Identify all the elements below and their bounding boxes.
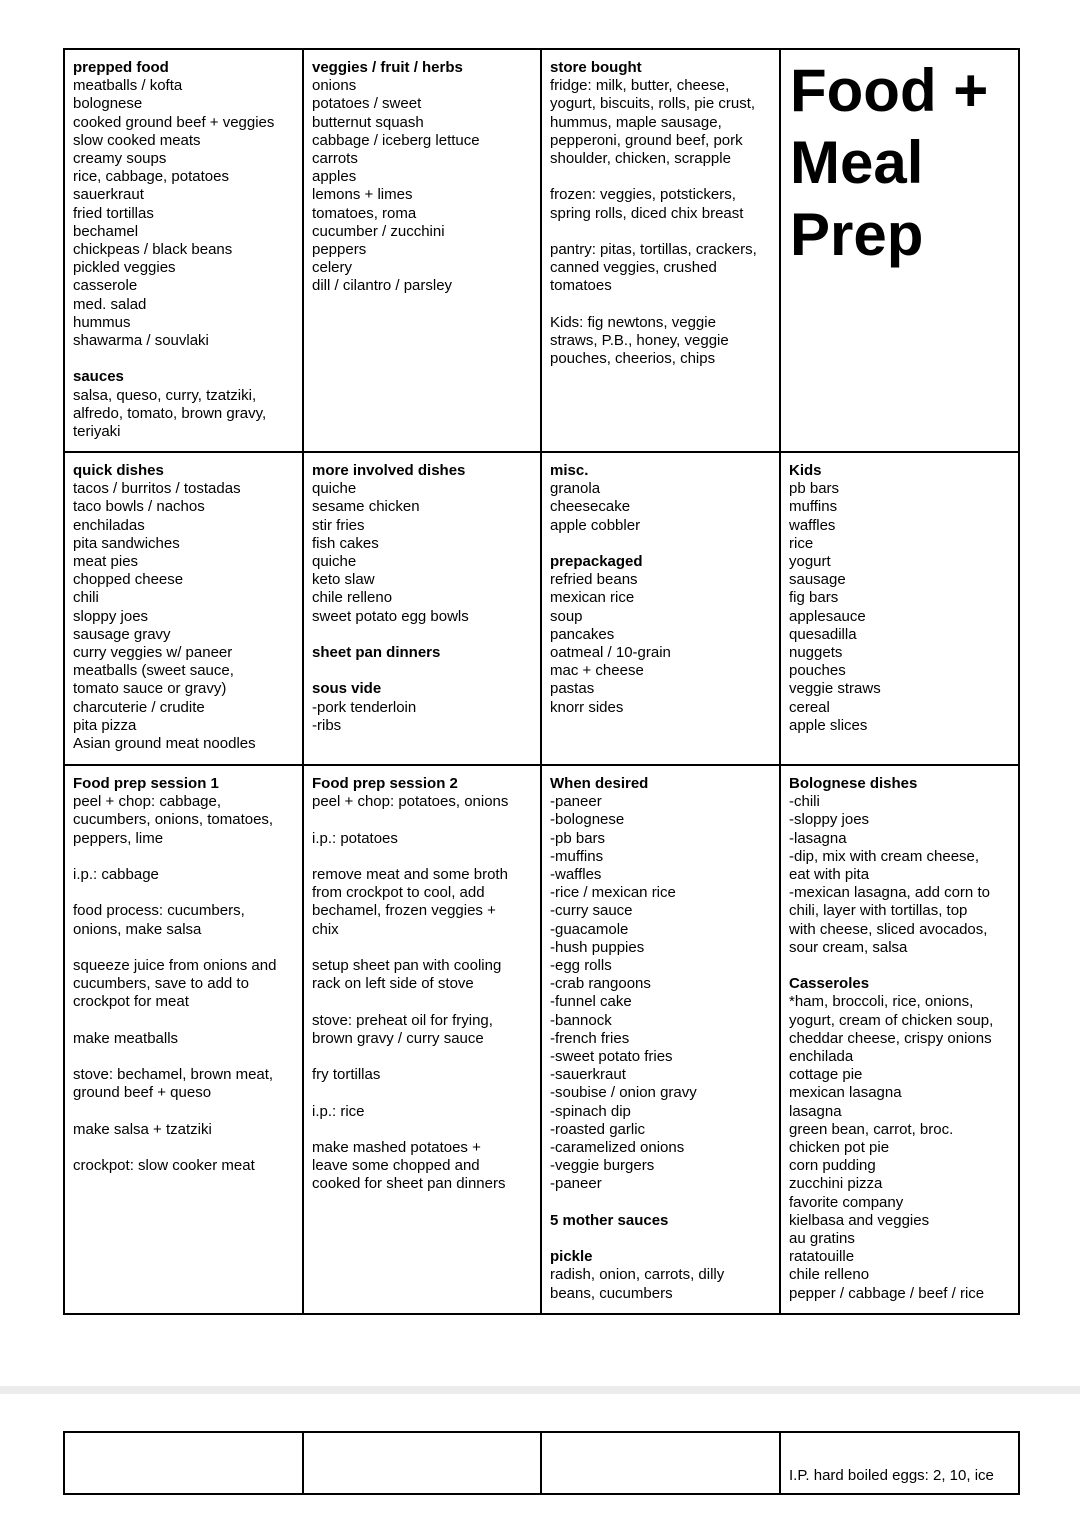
list-item: apple slices bbox=[789, 716, 868, 734]
list-item: -spinach dip bbox=[550, 1102, 631, 1120]
list-item: sloppy joes bbox=[73, 607, 149, 625]
section-heading: misc. bbox=[550, 462, 589, 479]
food-prep-table bbox=[63, 48, 1020, 1315]
list-item: veggie straws bbox=[789, 680, 881, 698]
title-line: Prep bbox=[790, 201, 924, 268]
cell-section bbox=[550, 59, 771, 168]
cell-section bbox=[312, 775, 532, 811]
list-item: beans, cucumbers bbox=[550, 1284, 673, 1302]
list-item: tomatoes, roma bbox=[312, 204, 417, 222]
list-item: -paneer bbox=[550, 793, 602, 811]
cell: I.P. hard boiled eggs: 2, 10, ice bbox=[780, 1432, 1019, 1494]
list-item: -hush puppies bbox=[550, 938, 645, 956]
cell-section bbox=[550, 462, 771, 535]
list-item: fish cakes bbox=[312, 534, 379, 552]
list-item: pepper / cabbage / beef / rice bbox=[789, 1284, 985, 1302]
list-item: bolognese bbox=[73, 95, 143, 113]
list-item: peel + chop: cabbage, bbox=[73, 793, 222, 811]
list-item: sour cream, salsa bbox=[789, 938, 908, 956]
list-item: i.p.: potatoes bbox=[312, 829, 398, 847]
list-item: -funnel cake bbox=[550, 993, 632, 1011]
cell bbox=[303, 49, 541, 452]
list-item: pickled veggies bbox=[73, 259, 176, 277]
list-item: nuggets bbox=[789, 644, 843, 662]
cell-section bbox=[73, 775, 294, 848]
cell-section bbox=[73, 462, 294, 753]
list-item: stove: bechamel, brown meat, bbox=[73, 1066, 274, 1084]
list-item: eat with pita bbox=[789, 866, 870, 884]
list-item: zucchini pizza bbox=[789, 1175, 883, 1193]
list-item: cucumber / zucchini bbox=[312, 222, 445, 240]
list-item: cucumbers, onions, tomatoes, bbox=[73, 811, 274, 829]
list-item: hummus, maple sausage, bbox=[550, 113, 722, 131]
cell bbox=[541, 1432, 780, 1494]
title-line: Food + bbox=[790, 57, 989, 124]
cell-section bbox=[550, 553, 771, 717]
list-item: knorr sides bbox=[550, 698, 624, 716]
cell-section bbox=[312, 1103, 532, 1121]
list-item: sausage gravy bbox=[73, 625, 171, 643]
cell bbox=[64, 49, 303, 452]
list-item: chix bbox=[312, 920, 339, 938]
list-item: -egg rolls bbox=[550, 957, 612, 975]
list-item: hummus bbox=[73, 313, 131, 331]
section-heading: sauces bbox=[73, 368, 124, 386]
cell bbox=[64, 765, 303, 1314]
list-item: chile relleno bbox=[789, 1266, 870, 1284]
cell-section bbox=[73, 866, 294, 884]
list-item: -sauerkraut bbox=[550, 1066, 626, 1084]
list-item: chili bbox=[73, 589, 99, 607]
list-item: quiche bbox=[312, 553, 357, 571]
cell-section bbox=[312, 1066, 532, 1084]
list-item: soup bbox=[550, 607, 583, 625]
list-item: chopped cheese bbox=[73, 571, 184, 589]
cell-section bbox=[73, 1157, 294, 1175]
list-item: fridge: milk, butter, cheese, bbox=[550, 77, 730, 95]
list-item: Kids: fig newtons, veggie bbox=[550, 313, 716, 331]
list-item: au gratins bbox=[789, 1230, 855, 1248]
list-item: curry veggies w/ paneer bbox=[73, 644, 233, 662]
table-row bbox=[64, 765, 1019, 1314]
list-item: -sweet potato fries bbox=[550, 1048, 673, 1066]
list-item: i.p.: cabbage bbox=[73, 866, 159, 883]
list-item: make salsa + tzatziki bbox=[73, 1120, 212, 1138]
cell bbox=[541, 765, 780, 1314]
cell bbox=[303, 765, 541, 1314]
list-item: -curry sauce bbox=[550, 902, 633, 920]
list-item: refried beans bbox=[550, 571, 638, 589]
list-item: charcuterie / crudite bbox=[73, 698, 205, 716]
list-item: pouches, cheerios, chips bbox=[550, 350, 716, 368]
list-item: green bean, carrot, broc. bbox=[789, 1120, 954, 1138]
list-item: peppers bbox=[312, 241, 367, 259]
list-item: cheddar cheese, crispy onions bbox=[789, 1029, 992, 1047]
list-item: peppers, lime bbox=[73, 829, 164, 847]
section-heading: prepackaged bbox=[550, 553, 643, 570]
cell-section bbox=[73, 1121, 294, 1139]
list-item: chickpeas / black beans bbox=[73, 241, 233, 259]
cell bbox=[541, 49, 780, 452]
list-item: shawarma / souvlaki bbox=[73, 332, 209, 350]
list-item: oatmeal / 10-grain bbox=[550, 644, 671, 662]
list-item: shoulder, chicken, scrapple bbox=[550, 150, 731, 168]
list-item: keto slaw bbox=[312, 571, 375, 589]
section-heading: 5 mother sauces bbox=[550, 1211, 669, 1229]
list-item: -chili bbox=[789, 793, 820, 811]
list-item: chicken pot pie bbox=[789, 1139, 890, 1157]
list-item: pita pizza bbox=[73, 716, 137, 734]
section-heading: quick dishes bbox=[73, 462, 164, 479]
list-item: with cheese, sliced avocados, bbox=[789, 920, 988, 938]
section-heading: more involved dishes bbox=[312, 462, 466, 479]
list-item: waffles bbox=[789, 516, 836, 534]
list-item: -bannock bbox=[550, 1011, 612, 1029]
list-item: pouches bbox=[789, 662, 846, 680]
list-item: muffins bbox=[789, 498, 838, 516]
list-item: -muffins bbox=[550, 847, 604, 865]
cell-section bbox=[73, 368, 294, 441]
section-heading: Bolognese dishes bbox=[789, 775, 918, 792]
cell-section bbox=[550, 1248, 771, 1303]
cell-section bbox=[73, 902, 294, 938]
list-item: applesauce bbox=[789, 607, 866, 625]
list-item: pancakes bbox=[550, 625, 615, 643]
list-item: casserole bbox=[73, 277, 138, 295]
list-item: fry tortillas bbox=[312, 1066, 381, 1084]
list-item: onions bbox=[312, 77, 357, 95]
list-item: cabbage / iceberg lettuce bbox=[312, 131, 480, 149]
list-item: celery bbox=[312, 259, 353, 277]
list-item: enchiladas bbox=[73, 516, 145, 534]
list-item: cheesecake bbox=[550, 498, 631, 516]
list-item: med. salad bbox=[73, 295, 147, 313]
list-item: tacos / burritos / tostadas bbox=[73, 480, 241, 498]
page-title bbox=[789, 55, 1010, 271]
page-2 bbox=[0, 1394, 1080, 1528]
list-item: sesame chicken bbox=[312, 498, 420, 516]
cell-section bbox=[73, 957, 294, 1012]
section-heading: Food prep session 2 bbox=[312, 775, 458, 792]
list-item: creamy soups bbox=[73, 150, 167, 168]
list-item: pastas bbox=[550, 680, 595, 698]
list-item: -bolognese bbox=[550, 811, 625, 829]
cell-section bbox=[312, 1012, 532, 1048]
list-item: stove: preheat oil for frying, bbox=[312, 1011, 493, 1029]
list-item: fried tortillas bbox=[73, 204, 154, 222]
section-heading: veggies / fruit / herbs bbox=[312, 59, 463, 76]
list-item: yogurt, cream of chicken soup, bbox=[789, 1011, 994, 1029]
list-item: spring rolls, diced chix breast bbox=[550, 204, 744, 222]
list-item: onions, make salsa bbox=[73, 920, 202, 938]
list-item: rack on left side of stove bbox=[312, 975, 474, 993]
list-item: -ribs bbox=[312, 716, 342, 734]
list-item: -roasted garlic bbox=[550, 1120, 646, 1138]
list-item: salsa, queso, curry, tzatziki, bbox=[73, 386, 257, 404]
section-heading: sheet pan dinners bbox=[312, 644, 441, 662]
list-item: straws, P.B., honey, veggie bbox=[550, 332, 729, 349]
list-item: make meatballs bbox=[73, 1029, 179, 1047]
list-item: rice bbox=[789, 534, 814, 552]
section-heading: Casseroles bbox=[789, 975, 870, 993]
list-item: lemons + limes bbox=[312, 186, 413, 204]
list-item: sweet potato egg bowls bbox=[312, 607, 469, 625]
list-item: -mexican lasagna, add corn to bbox=[789, 884, 990, 902]
list-item: yogurt, biscuits, rolls, pie crust, bbox=[550, 95, 756, 113]
list-item: ground beef + queso bbox=[73, 1084, 212, 1102]
list-item: remove meat and some broth bbox=[312, 865, 508, 883]
list-item: crockpot: slow cooker meat bbox=[73, 1157, 255, 1175]
list-item: enchilada bbox=[789, 1048, 854, 1066]
list-item: mexican lasagna bbox=[789, 1084, 902, 1102]
list-item: -crab rangoons bbox=[550, 975, 651, 993]
list-item: -pb bars bbox=[550, 829, 606, 847]
list-item: dill / cilantro / parsley bbox=[312, 277, 453, 295]
list-item: Asian ground meat noodles bbox=[73, 735, 256, 753]
list-item: chili, layer with tortillas, top bbox=[789, 902, 968, 920]
cell-section bbox=[312, 462, 532, 626]
list-item: -veggie burgers bbox=[550, 1157, 655, 1175]
list-item: cucumbers, save to add to bbox=[73, 975, 249, 993]
cell-section bbox=[550, 1212, 771, 1230]
list-item: apple cobbler bbox=[550, 516, 641, 534]
table-row bbox=[64, 1432, 1019, 1494]
list-item: ratatouille bbox=[789, 1248, 855, 1266]
section-heading: When desired bbox=[550, 775, 649, 792]
list-item: cooked ground beef + veggies bbox=[73, 113, 275, 131]
list-item: make mashed potatoes + bbox=[312, 1138, 481, 1156]
list-item: fig bars bbox=[789, 589, 839, 607]
cell-section bbox=[789, 975, 1010, 1303]
list-item: favorite company bbox=[789, 1193, 904, 1211]
cell bbox=[541, 452, 780, 765]
title-line: Meal bbox=[790, 129, 924, 196]
list-item: carrots bbox=[312, 150, 358, 168]
list-item: pantry: pitas, tortillas, crackers, bbox=[550, 241, 757, 258]
list-item: -guacamole bbox=[550, 920, 629, 938]
list-item: cooked for sheet pan dinners bbox=[312, 1175, 506, 1193]
list-item: -soubise / onion gravy bbox=[550, 1084, 697, 1102]
section-heading: Food prep session 1 bbox=[73, 775, 219, 792]
list-item: stir fries bbox=[312, 516, 365, 534]
list-item: meatballs / kofta bbox=[73, 77, 183, 95]
cell-section bbox=[789, 775, 1010, 957]
list-item: slow cooked meats bbox=[73, 131, 201, 149]
cell bbox=[64, 452, 303, 765]
list-item: butternut squash bbox=[312, 113, 424, 131]
title-cell bbox=[780, 49, 1019, 452]
list-item: tomatoes bbox=[550, 277, 612, 295]
list-item: *ham, broccoli, rice, onions, bbox=[789, 993, 974, 1011]
list-item: from crockpot to cool, add bbox=[312, 884, 485, 902]
list-item: frozen: veggies, potstickers, bbox=[550, 186, 736, 204]
list-item: sauerkraut bbox=[73, 186, 144, 204]
list-item: teriyaki bbox=[73, 423, 121, 441]
cell-section bbox=[312, 1139, 532, 1194]
cell-section bbox=[312, 830, 532, 848]
list-item: potatoes / sweet bbox=[312, 95, 422, 113]
cell bbox=[303, 452, 541, 765]
list-item: brown gravy / curry sauce bbox=[312, 1029, 484, 1047]
list-item: yogurt bbox=[789, 553, 831, 571]
list-item: -paneer bbox=[550, 1175, 602, 1193]
list-item: canned veggies, crushed bbox=[550, 259, 717, 277]
cell-section bbox=[550, 314, 771, 369]
cell-section bbox=[789, 462, 1010, 735]
cell-section bbox=[73, 59, 294, 350]
list-item: alfredo, tomato, brown gravy, bbox=[73, 404, 267, 422]
cell bbox=[780, 452, 1019, 765]
list-item: -sloppy joes bbox=[789, 811, 870, 829]
list-item: corn pudding bbox=[789, 1157, 876, 1175]
cell-section bbox=[312, 644, 532, 662]
list-item: chile relleno bbox=[312, 589, 393, 607]
list-item: sausage bbox=[789, 571, 846, 589]
cell-section bbox=[312, 680, 532, 735]
list-item: lasagna bbox=[789, 1102, 842, 1120]
list-item: kielbasa and veggies bbox=[789, 1211, 930, 1229]
cell-section bbox=[312, 866, 532, 939]
list-item: rice, cabbage, potatoes bbox=[73, 168, 229, 186]
list-item: -lasagna bbox=[789, 829, 847, 847]
list-item: -dip, mix with cream cheese, bbox=[789, 847, 980, 865]
list-item: -waffles bbox=[550, 866, 602, 884]
table-row bbox=[64, 49, 1019, 452]
list-item: radish, onion, carrots, dilly bbox=[550, 1266, 725, 1284]
table-row bbox=[64, 452, 1019, 765]
list-item: pepperoni, ground beef, pork bbox=[550, 131, 743, 149]
list-item: cereal bbox=[789, 698, 830, 716]
list-item: mac + cheese bbox=[550, 662, 644, 680]
cell-section bbox=[312, 59, 532, 296]
list-item: bechamel, frozen veggies + bbox=[312, 902, 496, 920]
section-heading: prepped food bbox=[73, 59, 169, 76]
list-item: pb bars bbox=[789, 480, 840, 498]
list-item: -caramelized onions bbox=[550, 1139, 685, 1157]
cell-section bbox=[550, 241, 771, 296]
list-item: mexican rice bbox=[550, 589, 635, 607]
list-item: cottage pie bbox=[789, 1066, 863, 1084]
list-item: crockpot for meat bbox=[73, 993, 189, 1011]
list-item: food process: cucumbers, bbox=[73, 902, 245, 920]
list-item: i.p.: rice bbox=[312, 1102, 365, 1120]
cell bbox=[303, 1432, 541, 1494]
page-2-table bbox=[63, 1431, 1020, 1495]
list-item: -rice / mexican rice bbox=[550, 884, 676, 902]
list-item: pita sandwiches bbox=[73, 534, 180, 552]
list-item: taco bowls / nachos bbox=[73, 498, 205, 516]
list-item: granola bbox=[550, 480, 601, 498]
cell-section bbox=[312, 957, 532, 993]
list-item: leave some chopped and bbox=[312, 1157, 480, 1175]
section-heading: Kids bbox=[789, 462, 822, 479]
cell bbox=[780, 765, 1019, 1314]
cell-section bbox=[73, 1066, 294, 1102]
list-item: meat pies bbox=[73, 553, 139, 571]
cell-section bbox=[550, 775, 771, 1194]
list-item: tomato sauce or gravy) bbox=[73, 680, 227, 698]
list-item: -french fries bbox=[550, 1029, 630, 1047]
list-item: bechamel bbox=[73, 222, 139, 240]
list-item: apples bbox=[312, 168, 357, 186]
list-item: setup sheet pan with cooling bbox=[312, 956, 502, 974]
list-item: peel + chop: potatoes, onions bbox=[312, 793, 509, 811]
page-separator bbox=[0, 1386, 1080, 1394]
section-heading: sous vide bbox=[312, 680, 382, 698]
cell-section bbox=[73, 1030, 294, 1048]
list-item: -pork tenderloin bbox=[312, 698, 417, 716]
section-heading: store bought bbox=[550, 59, 642, 76]
list-item: quiche bbox=[312, 480, 357, 498]
section-heading: pickle bbox=[550, 1248, 593, 1266]
list-item: squeeze juice from onions and bbox=[73, 956, 277, 974]
cell-section bbox=[550, 186, 771, 222]
list-item: meatballs (sweet sauce, bbox=[73, 662, 234, 680]
cell bbox=[64, 1432, 303, 1494]
list-item: quesadilla bbox=[789, 625, 857, 643]
